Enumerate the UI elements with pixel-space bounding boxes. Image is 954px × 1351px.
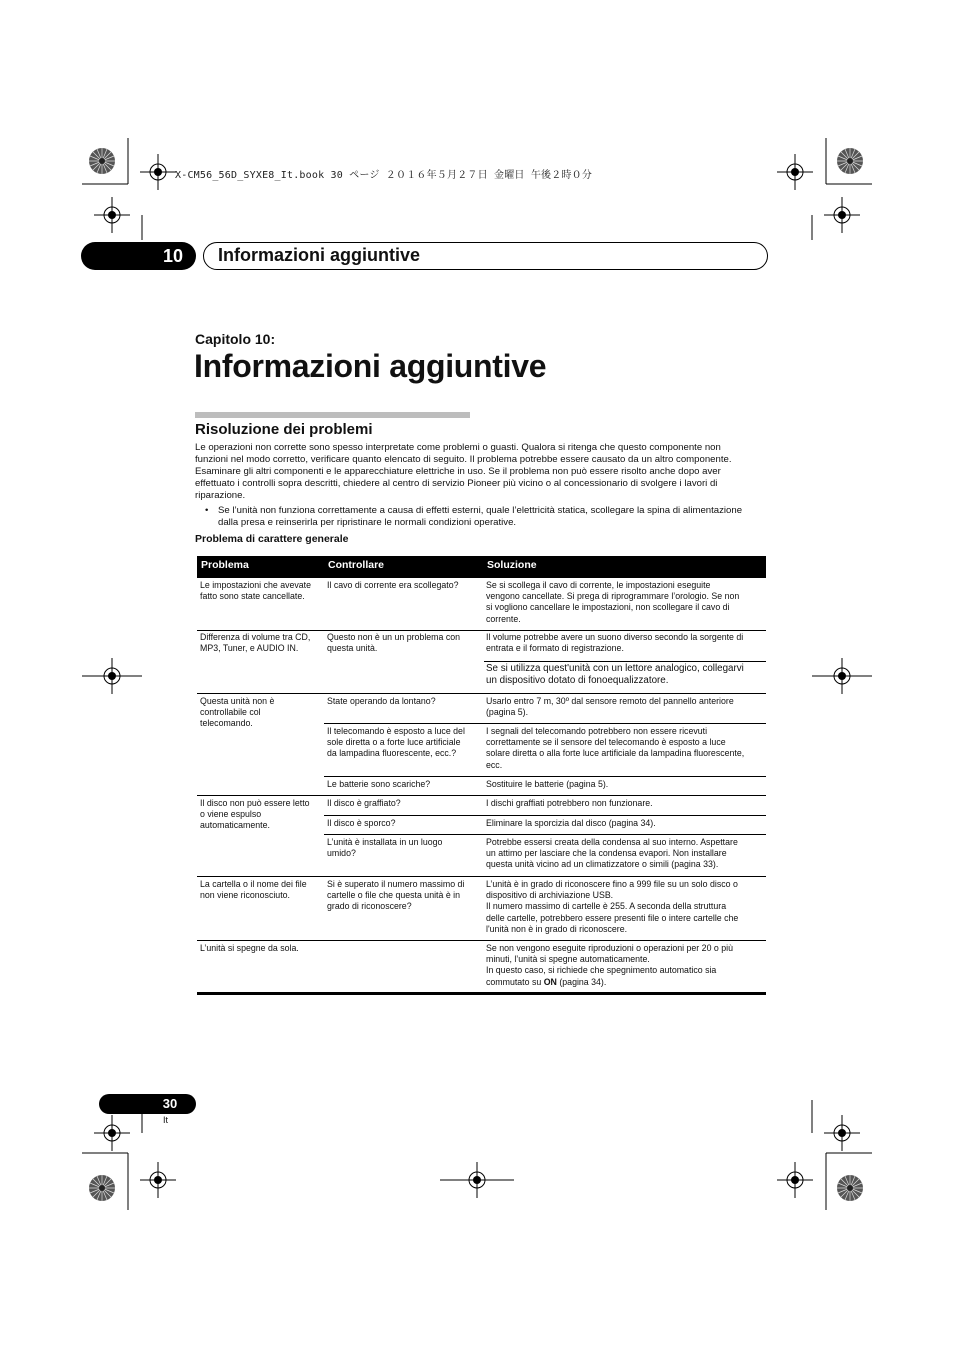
intro-line: effettuato i controlli sopra descritti, chiedere al centro di servizio Pioneer più vicino o al concessionario di svolgere i lavori di xyxy=(195,478,718,489)
cell-line: Se si utilizza quest'unità con un lettore analogico, collegarvi xyxy=(486,663,744,674)
table-row-divider xyxy=(197,693,766,694)
cell-line: non viene riconosciuto. xyxy=(200,890,290,901)
problem-cell xyxy=(200,798,322,832)
problem-cell xyxy=(200,879,322,901)
solution-cell xyxy=(486,779,766,790)
cell-line: Il disco non può essere letto xyxy=(200,798,310,808)
cell-line: solare diretta o alla forte luce artificiale da lampadina fluorescente, xyxy=(486,748,745,759)
table-row-divider xyxy=(324,834,766,835)
cell-line: vengono cancellate. Si prega di riprogrammare l’orologio. Se non xyxy=(486,591,740,602)
intro-paragraph xyxy=(195,442,767,502)
cell-line: Il cavo di corrente era scollegato? xyxy=(327,580,459,590)
cell-line: un dispositivo dotato di fonoequalizzatore. xyxy=(486,675,669,686)
solution-cell xyxy=(486,632,766,654)
cell-line: Se si scollega il cavo di corrente, le impostazioni eseguite xyxy=(486,580,711,590)
cell-line: Il disco è sporco? xyxy=(327,818,396,828)
page-language: It xyxy=(163,1115,169,1125)
check-cell xyxy=(327,696,482,707)
cell-line: grado di riconoscere? xyxy=(327,901,412,912)
solution-cell xyxy=(486,837,766,871)
problem-cell xyxy=(200,943,322,954)
cell-line: dispositivo di archiviazione USB. xyxy=(486,890,614,901)
cell-line: da lampadina fluorescente, ecc.? xyxy=(327,748,457,759)
problem-cell xyxy=(200,696,322,730)
page-number: 30 xyxy=(162,1096,178,1111)
cell-line: Il numero massimo di cartelle è 255. A seconda della struttura xyxy=(486,901,727,912)
cell-line: Le impostazioni che avevate xyxy=(200,580,312,590)
section-title: Risoluzione dei problemi xyxy=(195,421,373,438)
check-cell xyxy=(327,632,482,654)
solution-cell xyxy=(486,879,766,935)
table-row-divider xyxy=(324,776,766,777)
cell-line: Questa unità non è xyxy=(200,696,275,706)
chapter-number: 10 xyxy=(162,246,184,266)
table-row-divider xyxy=(197,876,766,877)
cell-line: questa unità vicino ad un climatizzatore o simili (pagina 33). xyxy=(486,859,719,870)
cell-line: Questo non è un un problema con xyxy=(327,632,461,642)
solution-cell xyxy=(486,663,766,687)
table-row-divider xyxy=(197,630,766,631)
chapter-tab-title: Informazioni aggiuntive xyxy=(218,245,421,265)
cell-line: In questo caso, si richiede che spegnimento automatico sia xyxy=(486,965,717,976)
table-row-divider xyxy=(324,815,766,816)
problem-cell xyxy=(200,580,322,602)
cell-line: Sostituire le batterie (pagina 5). xyxy=(486,779,609,789)
cell-line: entrata e il formato di registrazione. xyxy=(486,643,624,654)
check-cell xyxy=(327,726,482,760)
cell-line: fatto sono state cancellate. xyxy=(200,591,305,602)
cell-line: cartelle o file che questa unità è in xyxy=(327,890,461,901)
table-row-divider xyxy=(197,940,766,941)
cell-line: La cartella o il nome dei file xyxy=(200,879,307,889)
print-file-info: X-CM56_56D_SYXE8_It.book 30 ページ ２０１６年５月２７日 金曜日 午後２時０分 xyxy=(175,170,593,181)
intro-line: Le operazioni non corrette sono spesso interpretate come problemi o guasti. Qualora si ritenga che questo componente non xyxy=(195,442,721,453)
cell-line: ecc. xyxy=(486,759,503,770)
cell-line: L’unità si spegne da sola. xyxy=(200,943,299,953)
cell-line: State operando da lontano? xyxy=(327,696,436,706)
cell-text: (pagina 34). xyxy=(556,976,607,987)
cell-line xyxy=(486,977,766,988)
column-header-soluzione: Soluzione xyxy=(487,559,537,571)
intro-line: Esaminare gli altri componenti e le apparecchiature elettriche in uso. Se il problema non può essere risolto anche dopo aver xyxy=(195,466,721,477)
intro-line: riparazione. xyxy=(195,490,246,501)
cell-line: umido? xyxy=(327,848,356,859)
cell-line: I dischi graffiati potrebbero non funzionare. xyxy=(486,798,653,808)
cell-line: correttamente se il sensore del telecomando è esposto a luce xyxy=(486,737,726,748)
table-subheading: Problema di carattere generale xyxy=(195,533,349,545)
cell-line: telecomando. xyxy=(200,718,253,729)
cell-line: minuti, l’unità si spegne automaticamente. xyxy=(486,954,650,965)
bullet-line: dalla presa e reinserirla per ripristinare le normali condizioni operative. xyxy=(218,517,517,528)
cell-text: commutato su xyxy=(486,976,544,987)
column-header-problema: Problema xyxy=(201,559,249,571)
cell-line: (pagina 5). xyxy=(486,707,529,718)
intro-line: funzioni nel modo corretto, verificare quanto elencato di seguito. Il problema potrebbe essere causato da un altro componente. xyxy=(195,454,732,465)
column-header-controllare: Controllare xyxy=(328,559,385,571)
table-header-row xyxy=(197,556,766,578)
cell-line: automaticamente. xyxy=(200,820,270,831)
cell-line: l'unità non è in grado di riconoscere. xyxy=(486,923,628,934)
bullet-line: Se l’unità non funziona correttamente a causa di effetti esterni, quale l’elettricità statica, scollegare la spina di alimentazione xyxy=(218,505,743,516)
cell-line: Il telecomando è esposto a luce del xyxy=(327,726,465,736)
table-bottom-rule xyxy=(197,992,766,995)
cell-line: Il volume potrebbe avere un suono diverso secondo la sorgente di xyxy=(486,632,744,642)
table-row-divider xyxy=(484,661,766,662)
cell-line: Usarlo entro 7 m, 30º dal sensore remoto del pannello anteriore xyxy=(486,696,734,706)
cell-line: Potrebbe essersi creata della condensa al suo interno. Aspettare xyxy=(486,837,738,847)
chapter-label: Capitolo 10: xyxy=(195,331,276,347)
solution-cell xyxy=(486,818,766,829)
cell-line: controllabile col xyxy=(200,707,261,718)
check-cell xyxy=(327,580,482,591)
cell-line: sole diretta o a forte luce artificiale xyxy=(327,737,461,748)
problem-cell xyxy=(200,632,322,654)
check-cell xyxy=(327,818,482,829)
solution-cell xyxy=(486,696,766,718)
table-row-divider xyxy=(324,723,766,724)
on-setting-text: ON xyxy=(543,976,557,987)
cell-line: I segnali del telecomando potrebbero non essere ricevuti xyxy=(486,726,708,736)
solution-cell xyxy=(486,726,766,771)
cell-line: Si è superato il numero massimo di xyxy=(327,879,465,889)
cell-line: L’unità è installata in un luogo xyxy=(327,837,443,847)
bullet-icon: • xyxy=(205,505,209,516)
cell-line: questa unità. xyxy=(327,643,378,654)
cell-line: delle cartelle, potrebbero essere presenti file o intere cartelle che xyxy=(486,912,739,923)
check-cell xyxy=(327,879,482,913)
cell-line: Eliminare la sporcizia dal disco (pagina 34). xyxy=(486,818,656,828)
check-cell xyxy=(327,779,482,790)
section-rule xyxy=(195,412,470,418)
page-title: Informazioni aggiuntive xyxy=(194,348,547,384)
cell-line: corrente. xyxy=(486,613,521,624)
cell-line: L’unità è in grado di riconoscere fino a 999 file su un solo disco o xyxy=(486,879,738,889)
table-row-divider xyxy=(197,795,766,796)
cell-line: Il disco è graffiato? xyxy=(327,798,401,808)
cell-line: MP3, Tuner, e AUDIO IN. xyxy=(200,643,299,654)
solution-cell xyxy=(486,798,766,809)
cell-line: o viene espulso xyxy=(200,809,262,820)
check-cell xyxy=(327,798,482,809)
solution-cell xyxy=(486,580,766,625)
cell-line: Le batterie sono scariche? xyxy=(327,779,431,789)
cell-line: un attimo per lasciare che la condensa evapori. Non installare xyxy=(486,848,727,859)
solution-cell xyxy=(486,943,766,988)
cell-line: Differenza di volume tra CD, xyxy=(200,632,311,642)
check-cell xyxy=(327,837,482,859)
cell-line: Se non vengono eseguite riproduzioni o operazioni per 20 o più xyxy=(486,943,733,953)
cell-line: si vogliono cancellare le impostazioni, non scollegare il cavo di xyxy=(486,602,730,613)
